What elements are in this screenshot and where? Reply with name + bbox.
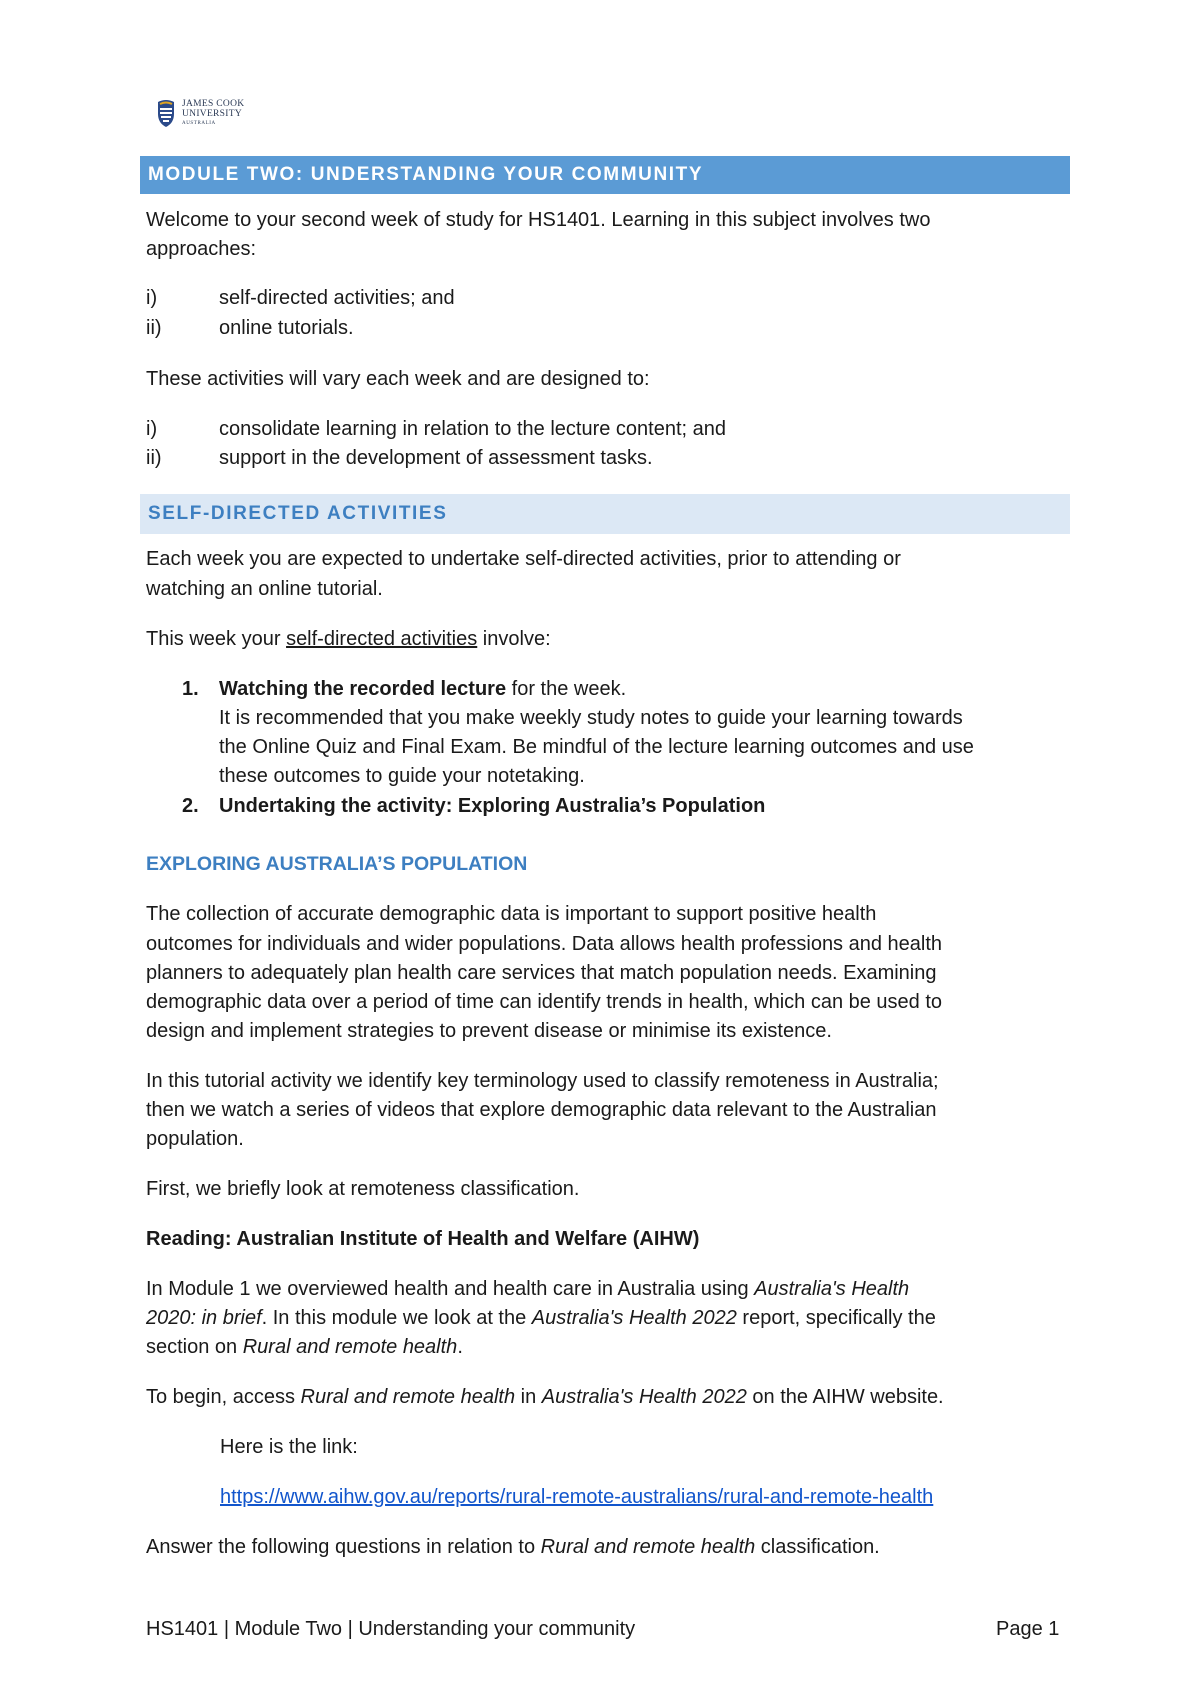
list-number: 2. [182,795,199,817]
answer-text [146,1533,1076,1562]
logo-wordmark [182,99,244,127]
list-marker: i) [146,287,158,309]
answer-italic: Rural and remote health [540,1536,756,1558]
module1-text: . [457,1336,463,1358]
numbered-item-detail-line: the Online Quiz and Final Exam. Be mindful of the lecture learning outcomes and use [219,736,974,758]
list-text: consolidate learning in relation to the lecture content; and [219,418,727,440]
numbered-item-1 [182,675,1082,791]
logo-line-3: AUSTRALIA [182,121,216,126]
answer-part: Answer the following questions in relation to [146,1536,541,1558]
module1-italic: 2020: in brief [146,1307,262,1329]
module1-italic: Australia's Health 2022 [531,1307,737,1329]
list-marker: i) [146,418,158,440]
university-logo [156,90,266,136]
list-number: 1. [182,678,199,700]
exploring-para2-line: then we watch a series of videos that explore demographic data relevant to the Australian [146,1099,937,1121]
exploring-para1-line: design and implement strategies to prevent disease or minimise its existence. [146,1020,832,1042]
module1-line-1 [146,1275,1076,1304]
exploring-para1-line: planners to adequately plan health care services that match population needs. Examining [146,962,937,984]
reading-heading: Reading: Australian Institute of Health and Welfare (AIHW) [146,1228,700,1250]
list-text: self-directed activities; and [219,287,455,309]
exploring-para1-line: demographic data over a period of time can identify trends in health, which can be used to [146,991,943,1013]
approach-item [146,284,1076,313]
section-header-self-directed: SELF-DIRECTED ACTIVITIES [140,494,1070,534]
aihw-link-line [220,1483,1150,1512]
footer-left: HS1401 | Module Two | Understanding your community [146,1618,636,1640]
begin-text [146,1383,1076,1412]
module1-text: section on [146,1336,243,1358]
intro-line-2: approaches: [146,238,257,260]
list-text: online tutorials. [219,317,354,339]
first-look-text: First, we briefly look at remoteness classification. [146,1178,580,1200]
list-marker: ii) [146,317,162,339]
numbered-item-title [219,675,974,704]
module1-line-3 [146,1333,1076,1362]
list-text: support in the development of assessment tasks. [219,447,653,469]
answer-part: classification. [755,1536,880,1558]
module-header: MODULE TWO: UNDERSTANDING YOUR COMMUNITY [140,156,1070,194]
exploring-heading: EXPLORING AUSTRALIA’S POPULATION [146,853,528,875]
module1-line-2 [146,1304,1076,1333]
numbered-item-bold: Watching the recorded lecture [219,678,507,700]
aihw-report-link[interactable]: https://www.aihw.gov.au/reports/rural-remote-australians/rural-and-remote-health [220,1486,934,1508]
self-directed-para-line-2: watching an online tutorial. [146,578,383,600]
exploring-para2-line: In this tutorial activity we identify key terminology used to classify remoteness in Australia; [146,1070,939,1092]
list-marker: ii) [146,447,162,469]
numbered-item-detail-line: these outcomes to guide your notetaking. [219,765,585,787]
module1-italic: Australia's Health [754,1278,910,1300]
module1-italic: Rural and remote health [242,1336,458,1358]
this-week-text [146,625,1076,654]
this-week-post: involve: [477,628,551,650]
begin-part: in [515,1386,542,1408]
module1-text: . In this module we look at the [261,1307,532,1329]
begin-part: To begin, access [146,1386,301,1408]
begin-part: on the AIHW website. [746,1386,944,1408]
exploring-para1-line: outcomes for individuals and wider populations. Data allows health professions and health [146,933,943,955]
numbered-item-detail-line: It is recommended that you make weekly study notes to guide your learning towards [219,707,963,729]
numbered-item-rest: for the week. [506,678,627,700]
module1-text: report, specifically the [736,1307,936,1329]
footer-page-number: Page 1 [996,1618,1060,1640]
designed-to-text: These activities will vary each week and are designed to: [146,368,650,390]
logo-line-1: JAMES COOK [182,99,245,109]
purpose-item [146,444,1076,473]
logo-line-2: UNIVERSITY [182,109,242,119]
numbered-item-bold: Undertaking the activity: Exploring Australia’s Population [219,795,766,817]
university-shield-icon [156,98,176,128]
exploring-para1-line: The collection of accurate demographic data is important to support positive health [146,903,877,925]
approach-item [146,314,1076,343]
exploring-para2-line: population. [146,1128,244,1150]
module1-text: In Module 1 we overviewed health and health care in Australia using [146,1278,755,1300]
intro-line-1: Welcome to your second week of study for HS1401. Learning in this subject involves two [146,209,931,231]
begin-italic: Australia's Health 2022 [541,1386,747,1408]
purpose-item [146,415,1076,444]
self-directed-activities-link[interactable]: self-directed activities [286,628,478,650]
this-week-pre: This week your [146,628,287,650]
begin-italic: Rural and remote health [300,1386,516,1408]
self-directed-para-line-1: Each week you are expected to undertake self-directed activities, prior to attending or [146,548,901,570]
link-intro: Here is the link: [220,1436,358,1458]
